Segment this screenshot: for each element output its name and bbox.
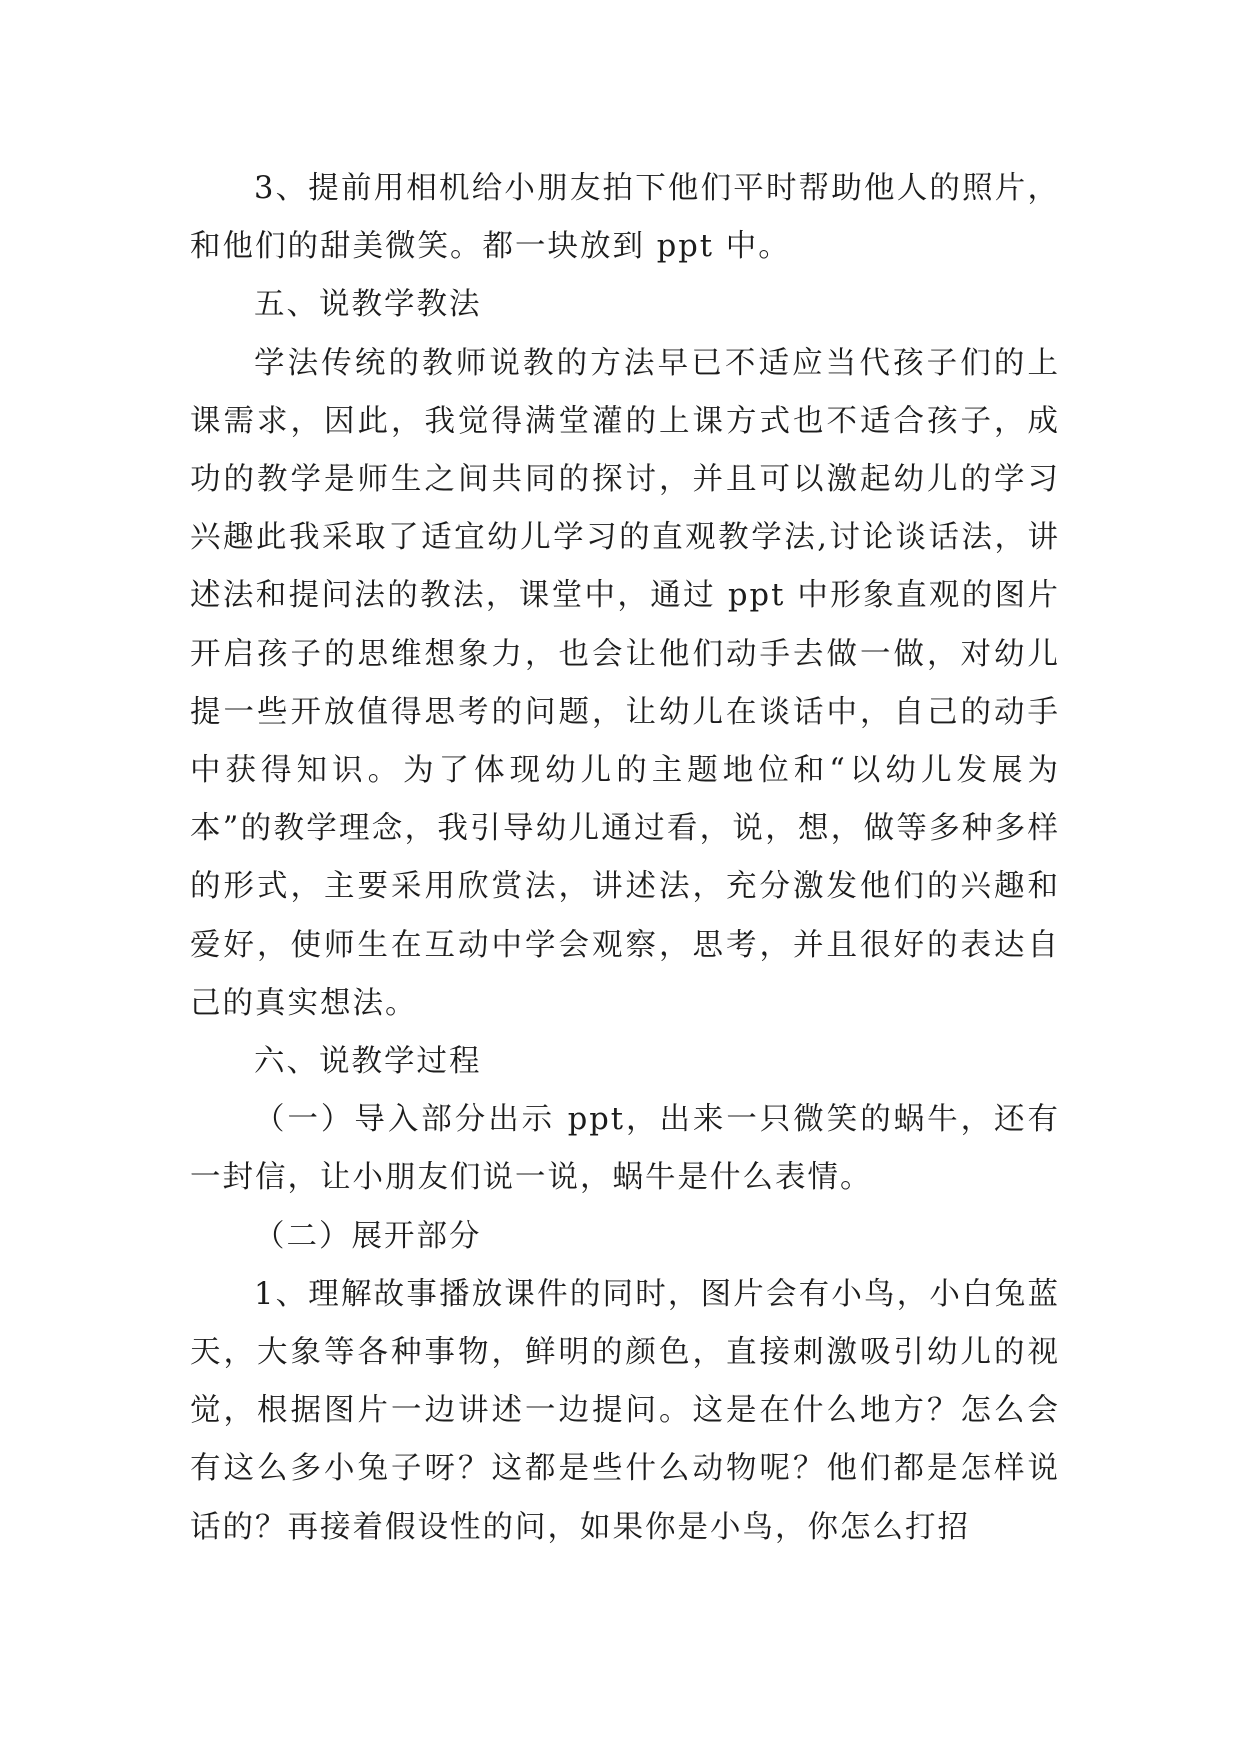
- paragraph-step3: 3、提前用相机给小朋友拍下他们平时帮助他人的照片，和他们的甜美微笑。都一块放到 ppt 中。: [190, 171, 1060, 265]
- heading-teaching-process: 六、说教学过程: [254, 1044, 482, 1080]
- document-body: [190, 160, 1060, 1557]
- heading-teaching-methods: 五、说教学教法: [254, 287, 482, 323]
- paragraph-learning-methods: 学法传统的教师说教的方法早已不适应当代孩子们的上课需求，因此，我觉得满堂灌的上课方式也不适合孩子，成功的教学是师生之间共同的探讨，并且可以激起幼儿的学习兴趣此我采取了适宜幼儿学习的直观教学法,讨论谈话法，讲述法和提问法的教法，课堂中，通过 ppt 中形象直观的图片开启孩子的思维想象力，也会让他们动手去做一做，对幼儿提一些开放值得思考的问题，让幼儿在谈话中，自己的动手中获得知识。为了体现幼儿的主题地位和“以幼儿发展为本”的教学理念，我引导幼儿通过看，说，想，做等多种多样的形式，主要采用欣赏法，讲述法，充分激发他们的兴趣和爱好，使师生在互动中学会观察，思考，并且很好的表达自己的真实想法。: [190, 345, 1060, 1021]
- paragraph-story-understanding: 1、理解故事播放课件的同时，图片会有小鸟，小白兔蓝天，大象等各种事物，鲜明的颜色，直接刺激吸引幼儿的视觉，根据图片一边讲述一边提问。这是在什么地方？怎么会有这么多小兔子呀？这都是些什么动物呢？他们都是怎样说话的？再接着假设性的问，如果你是小鸟，你怎么打招: [190, 1276, 1060, 1545]
- paragraph-introduction: （一）导入部分出示 ppt，出来一只微笑的蜗牛，还有一封信，让小朋友们说一说，蜗牛是什么表情。: [190, 1102, 1060, 1196]
- heading-development: （二）展开部分: [254, 1218, 482, 1254]
